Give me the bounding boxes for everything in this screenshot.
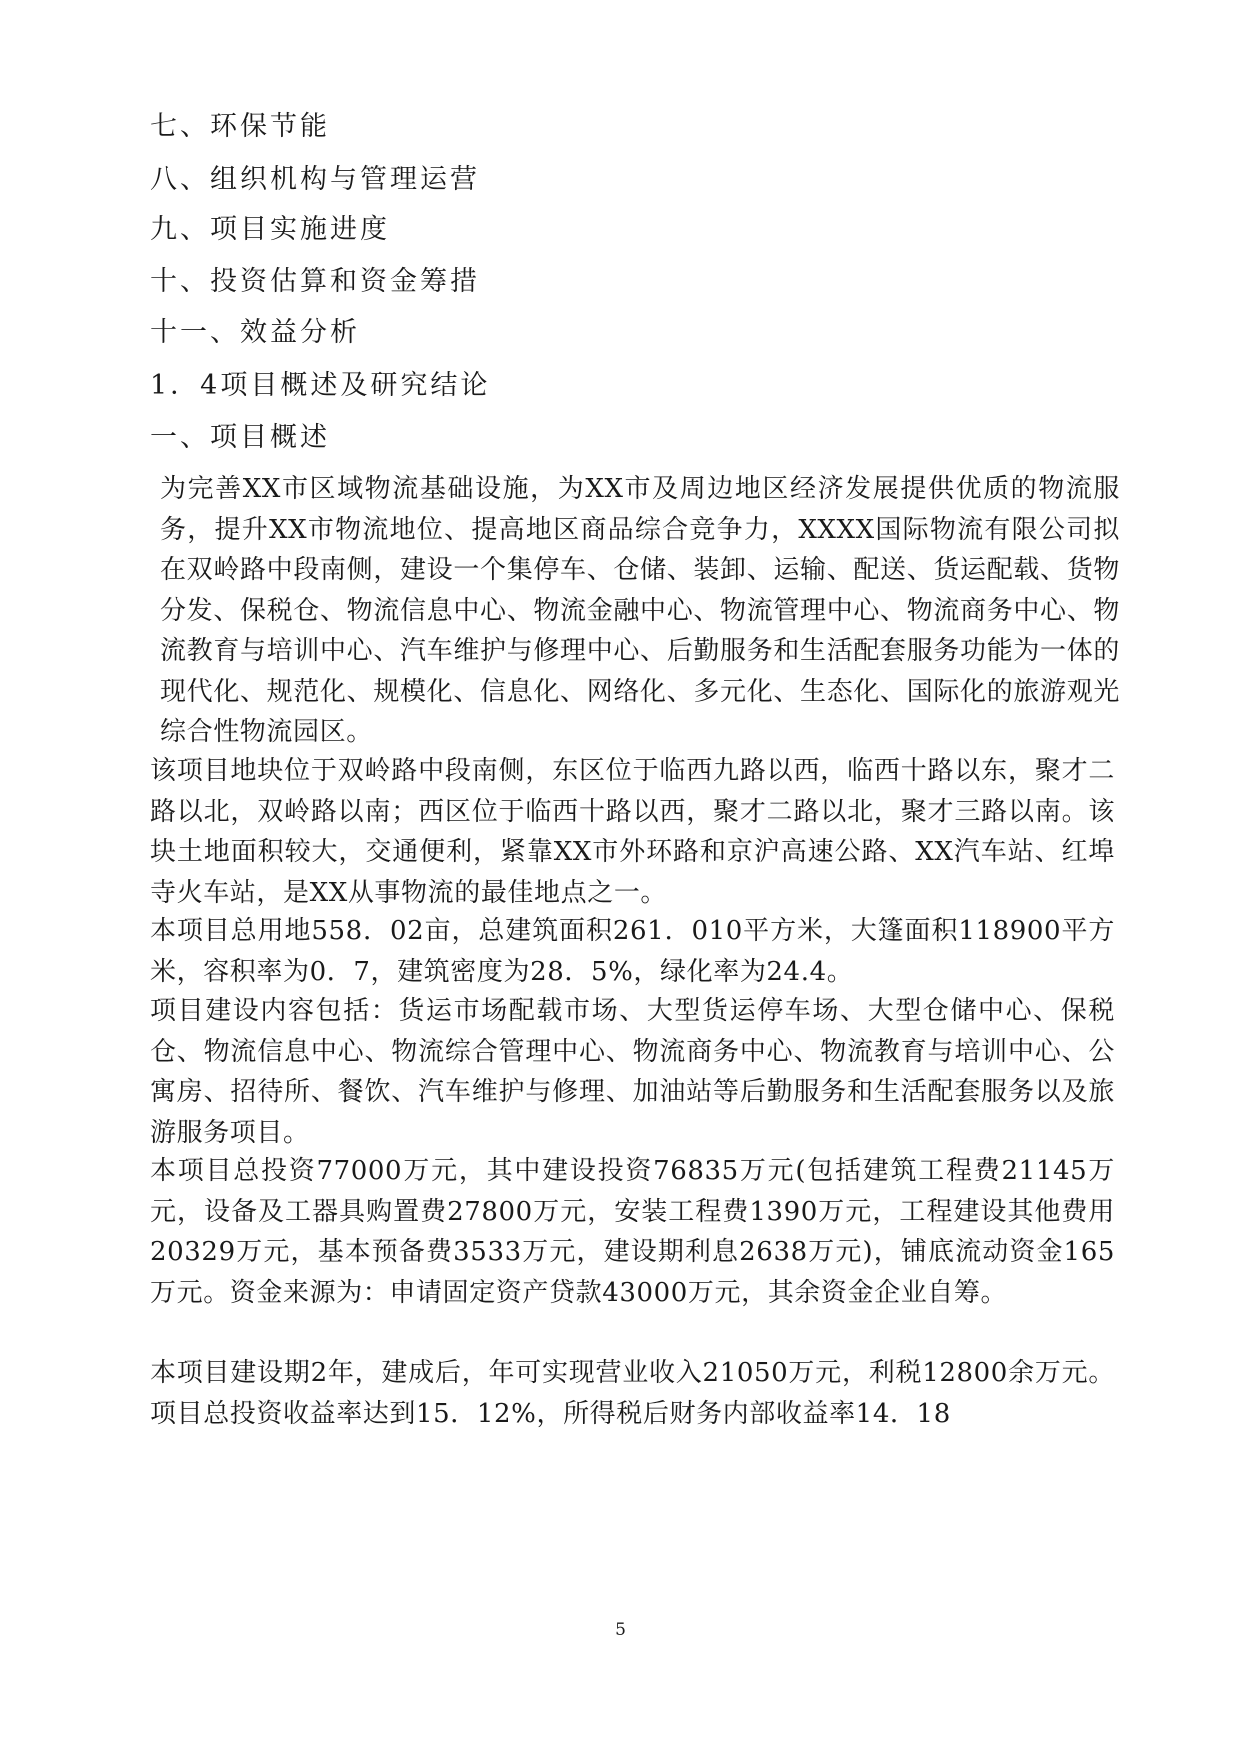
paragraph-total-investment: 本项目总投资77000万元，其中建设投资76835万元(包括建筑工程费21145万元，设备及工器具购置费27800万元，安装工程费1390万元，工程建设其他费用20329万元，基本预备费3533万元，建设期利息2638万元)，铺底流动资金165万元。资金来源为：申请固定资产贷款43000万元，其余资金企业自筹。	[150, 1156, 1115, 1308]
paragraph-construction-content: 项目建设内容包括：货运市场配载市场、大型货运停车场、大型仓储中心、保税仓、物流信息中心、物流综合管理中心、物流商务中心、物流教育与培训中心、公寓房、招待所、餐饮、汽车维护与修理、加油站等后勤服务和生活配套服务以及旅游服务项目。	[150, 996, 1115, 1148]
section-heading-organization: 八、组织机构与管理运营	[150, 164, 480, 195]
paragraph-revenue-returns: 本项目建设期2年，建成后，年可实现营业收入21050万元，利税12800余万元。项目总投资收益率达到15．12%，所得税后财务内部收益率14．18	[150, 1358, 1115, 1429]
section-heading-investment: 十、投资估算和资金筹措	[150, 266, 480, 297]
paragraph-project-purpose: 为完善XX市区域物流基础设施，为XX市及周边地区经济发展提供优质的物流服务，提升XX市物流地位、提高地区商品综合竞争力，XXXX国际物流有限公司拟在双岭路中段南侧，建设一个集停车、仓储、装卸、运输、配送、货运配载、货物分发、保税仓、物流信息中心、物流金融中心、物流管理中心、物流商务中心、物流教育与培训中心、汽车维护与修理中心、后勤服务和生活配套服务功能为一体的现代化、规范化、规模化、信息化、网络化、多元化、生态化、国际化的旅游观光综合性物流园区。	[160, 474, 1120, 747]
section-heading-schedule: 九、项目实施进度	[150, 214, 390, 245]
section-heading-environment: 七、环保节能	[150, 111, 330, 142]
paragraph-land-area: 本项目总用地558．02亩，总建筑面积261．010平方米，大篷面积118900平方米，容积率为0．7，建筑密度为28．5%，绿化率为24.4。	[150, 916, 1115, 987]
page-number: 5	[615, 1620, 626, 1640]
section-heading-project-overview: 一、项目概述	[150, 422, 330, 453]
section-heading-benefit: 十一、效益分析	[150, 317, 360, 348]
section-heading-overview-conclusion: 1．4项目概述及研究结论	[150, 370, 491, 401]
paragraph-project-location: 该项目地块位于双岭路中段南侧，东区位于临西九路以西，临西十路以东，聚才二路以北，双岭路以南；西区位于临西十路以西，聚才二路以北，聚才三路以南。该块土地面积较大，交通便利，紧靠XX市外环路和京沪高速公路、XX汽车站、红埠寺火车站，是XX从事物流的最佳地点之一。	[150, 756, 1115, 908]
